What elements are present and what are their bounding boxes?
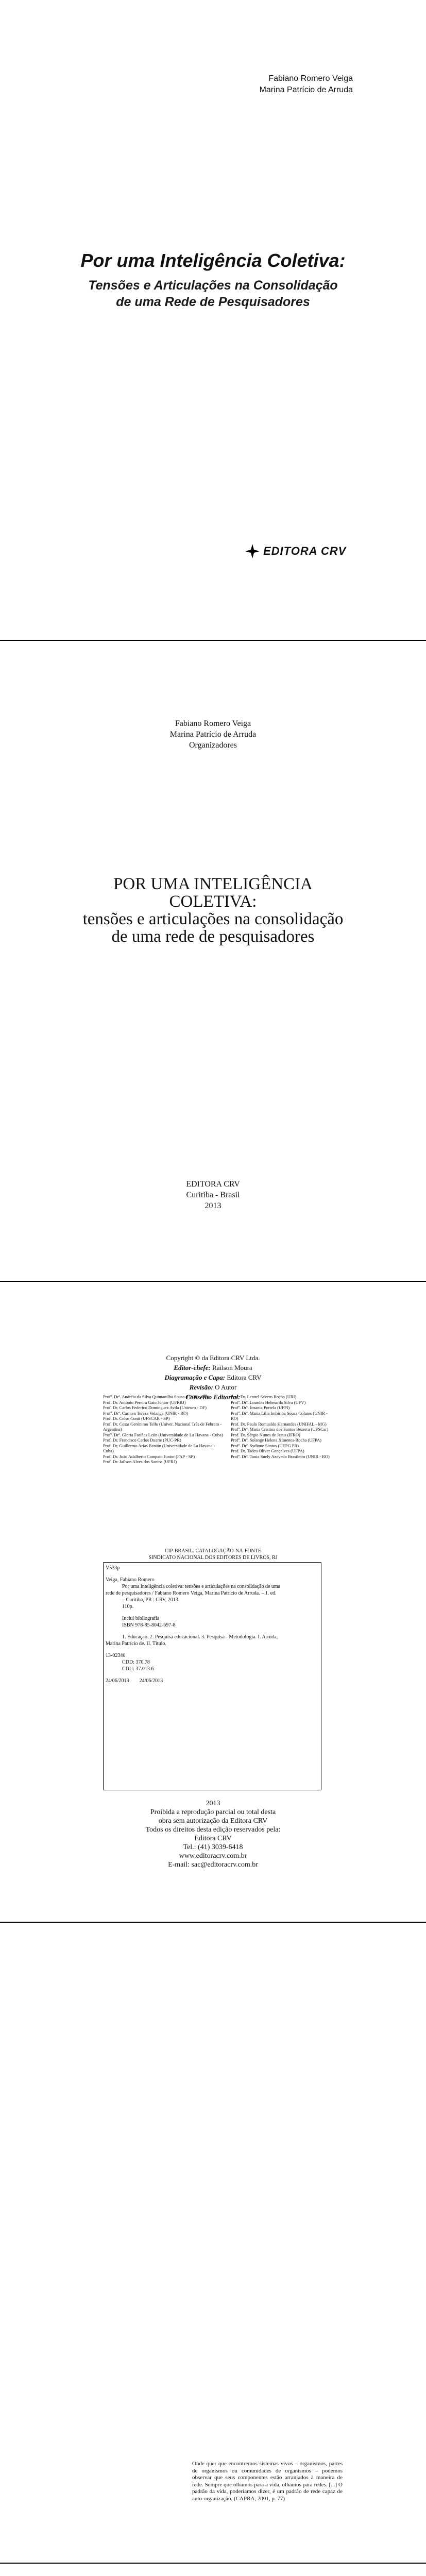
title-line: de uma rede de pesquisadores (111, 927, 315, 946)
board-member: Profª. Drª. Josania Portela (UFPI) (231, 1405, 290, 1410)
cover-title: Por uma Inteligência Coletiva: (80, 250, 346, 271)
publisher-line: Curitiba - Brasil (186, 1191, 240, 1199)
editor-line (0, 1363, 426, 1372)
footer-line: Editora CRV (194, 1835, 232, 1842)
design-line (0, 1372, 426, 1382)
title-page-authors (0, 718, 426, 751)
footer-line: Proibida a reprodução parcial ou total desta (150, 1808, 276, 1816)
board-member: Prof. Dr. Tadeu Oliver Gonçalves (UFPA) (231, 1448, 304, 1453)
board-member: Prof. Dr. Francisco Carlos Duarte (PUC-PR) (103, 1437, 181, 1443)
board-member: Profª. Drª. Solange Helena Ximenes-Rocha (UFPA) (231, 1437, 321, 1443)
cip-entry-line: – Curitiba, PR : CRV, 2013. (122, 1597, 180, 1603)
epigraph-page (0, 1923, 426, 2564)
contents-page (0, 2564, 426, 2576)
board-member: Prof. Dr. Carlos Federico Dominguez Avila (Unieuro - DF) (103, 1405, 207, 1410)
cip-subject: 1. Educação. 2. Pesquisa educacional. 3. Pesquisa - Metodologia. I. Arruda, (122, 1634, 278, 1640)
board-member: Prof. Dr. Guillermo Arias Beatón (Universidade de La Havana - Cuba) (103, 1443, 215, 1453)
title-page (0, 641, 426, 1282)
cover-author: Fabiano Romero Veiga (268, 74, 353, 83)
board-member: Profª. Drª. Gloria Fariñas León (Universidade de La Havana - Cuba) (103, 1432, 223, 1437)
author-name: Marina Patrício de Arruda (169, 730, 257, 739)
board-member: Profª. Drª. Maria Cristina dos Santos Bezerra (UFSCar) (231, 1427, 329, 1432)
board-member: Profª. Drª. Tania Suely Azevedo Brasileiro (UNIR - RO) (231, 1453, 330, 1459)
cover-subtitle-line: de uma Rede de Pesquisadores (116, 295, 310, 309)
publisher-line: EDITORA CRV (186, 1180, 240, 1189)
cip-code: V533p (106, 1565, 120, 1571)
cip-class-id: 13-02340 (106, 1653, 126, 1658)
footer-line: www.editoracrv.com.br (179, 1852, 247, 1860)
editor-label: Editor-chefe: (174, 1364, 211, 1371)
cip-date: 24/06/2013 (139, 1678, 163, 1684)
board-column-right (231, 1394, 334, 1465)
footer-line: obra sem autorização da Editora CRV (158, 1817, 268, 1825)
editor-name: Railson Moura (212, 1364, 252, 1371)
cip-entry-line: Veiga, Fabiano Romero (106, 1577, 155, 1583)
board-member: Profª. Drª. Carmen Tereza Velanga (UNIR - RO) (103, 1410, 188, 1416)
cip-entry-line: rede de pesquisadores / Fabiano Romero Veiga, Marina Patrício de Arruda. – 1. ed. (106, 1590, 277, 1596)
copyright-line: Copyright © da Editora CRV Ltda. (166, 1354, 260, 1362)
board-member: Profª. Drª. Andréia da Silva Quintanilha Sousa (UNIR - RO) (103, 1394, 209, 1399)
board-member: Prof. Dr. Sérgio Nunes de Jesus (IFRO) (231, 1432, 300, 1437)
cip-top-rule (103, 1562, 321, 1563)
publisher-logo-text: EDITORA CRV (263, 545, 347, 557)
board-column-left (103, 1394, 227, 1465)
board-member: Profª. Drª. Maria Lília Imbiriba Sousa Colares (UNIR - RO) (231, 1410, 328, 1421)
cip-subject: Marina Patrício de. II. Título. (106, 1641, 166, 1647)
title-line: COLETIVA: (169, 892, 257, 911)
title-line: POR UMA INTELIGÊNCIA (113, 875, 313, 893)
board-member: Prof. Dr. Celso Conti (UFSCAR - SP) (103, 1416, 170, 1421)
cover-page (0, 0, 426, 641)
title-line: tensões e articulações na consolidação (82, 910, 344, 928)
cip-heading-line: SINDICATO NACIONAL DOS EDITORES DE LIVROS, RJ (148, 1555, 278, 1561)
crv-star-logo-icon (245, 544, 260, 559)
cip-class-cdd: CDD: 370.78 (122, 1659, 150, 1665)
board-member: Profª. Drª. Lourdes Helena da Silva (UFV) (231, 1399, 306, 1405)
design-name: Editora CRV (227, 1374, 262, 1381)
publisher-logo (245, 541, 363, 562)
review-line (0, 1382, 426, 1392)
cip-note: ISBN 978-85-8042-697-8 (122, 1622, 176, 1628)
author-name: Fabiano Romero Veiga (175, 719, 251, 728)
title-page-publisher (0, 1179, 426, 1211)
copyright-footer (0, 1799, 426, 1869)
design-label: Diagramação e Capa: (164, 1374, 226, 1381)
board-member: Prof. Dr. Paulo Romualdo Hernandes (UNIFAL - MG) (231, 1421, 327, 1427)
board-member: Prof. Dr. Antônio Pereira Gaio Júnior (UFRRJ) (103, 1399, 186, 1405)
cover-author: Marina Patrício de Arruda (259, 86, 353, 94)
footer-line: Todos os direitos desta edição reservados pela: (145, 1826, 281, 1834)
cip-heading-line: CIP-BRASIL. CATALOGAÇÃO-NA-FONTE (165, 1548, 261, 1554)
cover-subtitle-line: Tensões e Articulações na Consolidação (88, 278, 338, 293)
cip-note: Inclui bibliografia (122, 1616, 160, 1621)
cip-dates (106, 1677, 319, 1684)
review-name: O Autor (215, 1383, 237, 1391)
organizers-label: Organizadores (189, 741, 237, 750)
publisher-line: 2013 (205, 1201, 221, 1210)
cip-date: 24/06/2013 (106, 1678, 129, 1684)
board-member: Profª. Drª. Sydione Santos (UEPG PR) (231, 1443, 299, 1448)
copyright-page (0, 1282, 426, 1923)
cover-subtitle (0, 277, 426, 310)
footer-line: Tel.: (41) 3039-6418 (183, 1843, 243, 1851)
cip-record (103, 1563, 321, 1790)
cip-entry-line: 110p. (122, 1604, 134, 1609)
board-title-text: Conselho Editorial: (185, 1393, 241, 1401)
title-page-title (0, 875, 426, 945)
footer-line: 2013 (206, 1800, 220, 1807)
board-member: Prof. Dr. Leonel Severo Rocha (URI) (231, 1394, 297, 1399)
cip-heading (0, 1548, 426, 1561)
cover-authors (260, 73, 353, 96)
board-member: Prof. Dr. Cesar Gerónimo Tello (Univer. Nacional Três de Febrero - Argentina) (103, 1421, 222, 1432)
board-member: Prof. Dr. João Adalberto Campato Junior (FAP - SP) (103, 1453, 195, 1459)
epigraph-quote: Onde quer que encontremos sistemas vivos – organismos, partes de organismos ou comunidades de organismos – podemos observar que seus componentes estão arranjados à maneira de rede. Sempre que olhamos para a vida, olhamos para redes. [...] O padrão da vida, poderíamos dizer, é um padrão de rede capaz de auto-organização. (CAPRA, 2001, p. 77) (192, 2461, 343, 2502)
review-label: Revisão: (189, 1383, 213, 1391)
editorial-board (103, 1394, 330, 1465)
cip-class-cdu: CDU: 37.013.6 (122, 1666, 154, 1672)
cip-entry-line: Por uma inteligência coletiva: tensões e articulações na consolidação de uma (122, 1584, 281, 1589)
board-member: Prof. Dr. Jailson Alves dos Santos (UFRJ) (103, 1459, 177, 1464)
footer-line: E-mail: sac@editoracrv.com.br (168, 1861, 258, 1869)
